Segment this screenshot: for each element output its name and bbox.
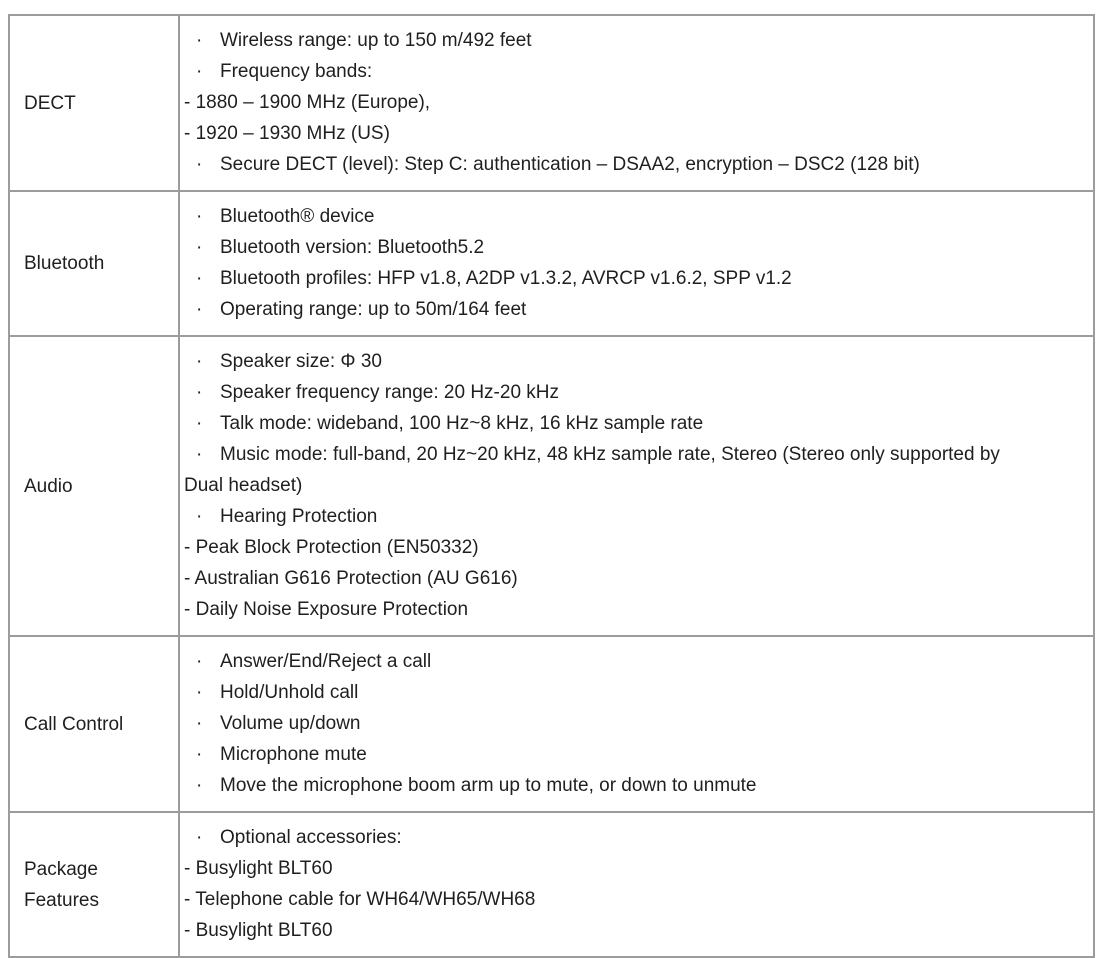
spec-bullet-item [196,232,1085,263]
spec-sub-item: - Daily Noise Exposure Protection [184,599,469,620]
spec-sub-item: - Australian G616 Protection (AU G616) [184,568,518,589]
spec-bullet-text: Bluetooth profiles: HFP v1.8, A2DP v1.3.2, AVRCP v1.6.2, SPP v1.2 [220,268,792,289]
spec-bullet-text: Hold/Unhold call [220,682,359,703]
bullet-dot-icon: · [196,444,203,465]
spec-bullet-text: Move the microphone boom arm up to mute, or down to unmute [220,775,757,796]
spec-sub-item: - Busylight BLT60 [184,920,333,941]
spec-bullet-item [196,346,1085,377]
bullet-dot-icon: · [196,413,203,434]
spec-bullet-text: Speaker frequency range: 20 Hz-20 kHz [220,382,560,403]
spec-bullet-item [196,201,1085,232]
row-details [179,336,1094,636]
bullet-dot-icon: · [196,775,203,796]
row-label-line-2: Features [24,889,99,911]
spec-bullet-text: Talk mode: wideband, 100 Hz~8 kHz, 16 kHz sample rate [220,413,704,434]
spec-sub-item: - 1880 – 1900 MHz (Europe), [184,92,431,113]
spec-sub-item: - 1920 – 1930 MHz (US) [184,123,390,144]
spec-bullet-text: Answer/End/Reject a call [220,651,432,672]
spec-bullet-text: Music mode: full-band, 20 Hz~20 kHz, 48 kHz sample rate, Stereo (Stereo only supported by [220,444,1000,465]
bullet-dot-icon: · [196,268,203,289]
bullet-dot-icon: · [196,351,203,372]
row-details [179,636,1094,812]
spec-bullet-text: Microphone mute [220,744,367,765]
spec-bullet-item [196,677,1085,708]
spec-sub-item: - Busylight BLT60 [184,858,333,879]
row-label [9,336,179,636]
spec-bullet-item [196,408,1085,439]
spec-bullet-text: Hearing Protection [220,506,378,527]
row-label-text: DECT [24,92,76,114]
spec-bullet-text: Speaker size: Φ 30 [220,351,382,372]
spec-sub-item: - Peak Block Protection (EN50332) [184,537,479,558]
spec-bullet-item [196,822,1085,853]
spec-bullet-item [196,770,1085,801]
row-label [9,191,179,336]
spec-row-package-features [9,812,1094,957]
bullet-dot-icon: · [196,744,203,765]
bullet-dot-icon: · [196,382,203,403]
spec-bullet-item [196,708,1085,739]
spec-sub-item: - Telephone cable for WH64/WH65/WH68 [184,889,536,910]
spec-bullet-text: Bluetooth version: Bluetooth5.2 [220,237,485,258]
spec-bullet-text: Frequency bands: [220,61,373,82]
spec-bullet-text: Secure DECT (level): Step C: authentication – DSAA2, encryption – DSC2 (128 bit) [220,154,920,175]
spec-bullet-item [196,25,1085,56]
spec-bullet-text: Bluetooth® device [220,206,375,227]
bullet-dot-icon: · [196,206,203,227]
bullet-dot-icon: · [196,154,203,175]
row-label-text: Audio [24,475,73,497]
spec-bullet-item [196,294,1085,325]
bullet-dot-icon: · [196,299,203,320]
row-label-text: Call Control [24,713,124,735]
bullet-dot-icon: · [196,30,203,51]
row-details [179,15,1094,191]
spec-bullet-item [196,56,1085,87]
row-label [9,15,179,191]
spec-bullet-text: Operating range: up to 50m/164 feet [220,299,527,320]
row-label-line-1: Package [24,858,98,880]
spec-table [8,14,1095,958]
spec-row-call-control [9,636,1094,812]
spec-bullet-item [196,501,1085,532]
bullet-dot-icon: · [196,713,203,734]
bullet-dot-icon: · [196,506,203,527]
bullet-dot-icon: · [196,237,203,258]
spec-bullet-text: Optional accessories: [220,827,402,848]
spec-continuation-text: Dual headset) [184,475,303,496]
bullet-dot-icon: · [196,61,203,82]
row-label [9,636,179,812]
spec-bullet-item [196,646,1085,677]
spec-bullet-text: Volume up/down [220,713,361,734]
spec-row-bluetooth [9,191,1094,336]
row-label [9,812,179,957]
row-details [179,812,1094,957]
spec-bullet-item [196,263,1085,294]
spec-row-audio [9,336,1094,636]
bullet-dot-icon: · [196,827,203,848]
row-label-text: Bluetooth [24,253,105,274]
spec-row-dect [9,15,1094,191]
spec-bullet-item [196,739,1085,770]
bullet-dot-icon: · [196,651,203,672]
spec-bullet-item [196,149,1085,180]
row-details [179,191,1094,336]
spec-bullet-item [196,377,1085,408]
bullet-dot-icon: · [196,682,203,703]
spec-bullet-item [196,439,1085,470]
spec-bullet-text: Wireless range: up to 150 m/492 feet [220,30,532,51]
